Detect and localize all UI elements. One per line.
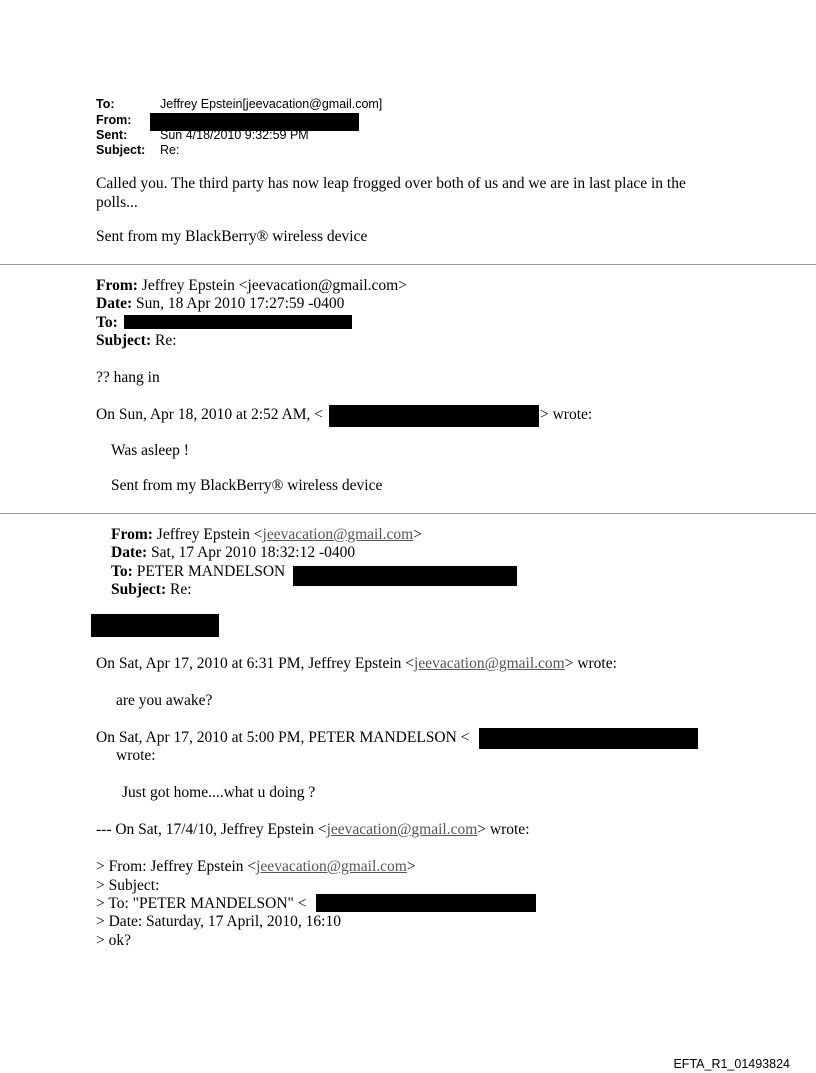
message3-to-value: PETER MANDELSON	[136, 563, 286, 580]
redaction-block	[91, 614, 219, 637]
message3-from	[111, 525, 422, 544]
message3-to-label: To:	[111, 563, 133, 580]
subject-value: Re:	[160, 143, 180, 157]
quote3-intro-post: > wrote:	[477, 821, 530, 838]
message2-date	[96, 294, 344, 313]
from-label: From:	[96, 113, 132, 127]
message3-date	[111, 543, 355, 562]
message2-from-label: From:	[96, 277, 138, 294]
redaction-block	[316, 894, 536, 912]
sent-label: Sent:	[96, 128, 128, 142]
message3-to	[111, 562, 285, 581]
quote3-intro-pre: --- On Sat, 17/4/10, Jeffrey Epstein <	[96, 821, 327, 838]
quote1-intro-post: > wrote:	[564, 655, 617, 672]
message1-line1: Called you. The third party has now leap frogged over both of us and we are in last place in the	[96, 175, 686, 192]
redaction-block	[329, 405, 539, 427]
email-link[interactable]: jeevacation@gmail.com	[326, 821, 478, 838]
to-label: To:	[96, 97, 115, 111]
document-id: EFTA_R1_01493824	[673, 1057, 790, 1071]
email-link[interactable]: jeevacation@gmail.com	[414, 655, 565, 672]
message3-from-label: From:	[111, 526, 153, 543]
quote2-wrote: wrote:	[116, 747, 156, 764]
message3-subject-value: Re:	[169, 581, 192, 598]
email-link[interactable]: jeevacation@gmail.com	[262, 526, 414, 543]
message2-quote-intro-post: > wrote:	[540, 406, 593, 423]
message2-subject	[96, 331, 177, 350]
forward-to: > To: "PETER MANDELSON" <	[96, 895, 307, 912]
forward-body: > ok?	[96, 932, 131, 949]
quote1-intro-pre: On Sat, Apr 17, 2010 at 6:31 PM, Jeffrey Epstein <	[96, 655, 414, 672]
message2-subject-label: Subject:	[96, 332, 152, 349]
message2-body: ?? hang in	[96, 369, 160, 386]
quote2-body: Just got home....what u doing ?	[122, 784, 316, 801]
message3-date-label: Date:	[111, 544, 148, 561]
quote1-intro	[96, 654, 617, 673]
message2-subject-value: Re:	[154, 332, 177, 349]
sent-value: Sun 4/18/2010 9:32:59 PM	[160, 128, 309, 142]
forward-from-pre: > From: Jeffrey Epstein <	[96, 858, 257, 875]
message3-date-value: Sat, 17 Apr 2010 18:32:12 -0400	[151, 544, 356, 561]
quote1-body: are you awake?	[116, 692, 213, 709]
separator-line	[0, 264, 816, 265]
redaction-block	[124, 315, 352, 329]
message2-quoted-signature: Sent from my BlackBerry® wireless device	[111, 477, 383, 494]
forward-date: > Date: Saturday, 17 April, 2010, 16:10	[96, 913, 341, 930]
redaction-block	[293, 566, 517, 586]
quote3-intro	[96, 820, 530, 839]
message2-quoted-body: Was asleep !	[111, 442, 189, 459]
message2-date-value: Sun, 18 Apr 2010 17:27:59 -0400	[136, 295, 345, 312]
message3-subject-label: Subject:	[111, 581, 167, 598]
message2-from	[96, 276, 407, 295]
forward-from	[96, 857, 416, 876]
message3-from-post: >	[413, 526, 422, 543]
separator-line	[0, 513, 816, 514]
message2-to-label: To:	[96, 314, 118, 331]
message1-signature: Sent from my BlackBerry® wireless device	[96, 228, 368, 245]
message2-from-value: Jeffrey Epstein <jeevacation@gmail.com>	[141, 277, 407, 294]
forward-from-post: >	[406, 858, 416, 875]
message2-quote-intro-pre: On Sun, Apr 18, 2010 at 2:52 AM, <	[96, 406, 324, 423]
message2-to	[96, 313, 118, 332]
message3-subject	[111, 580, 192, 599]
message3-from-pre: Jeffrey Epstein <	[156, 526, 263, 543]
to-value: Jeffrey Epstein[jeevacation@gmail.com]	[160, 97, 383, 111]
quote2-intro-pre: On Sat, Apr 17, 2010 at 5:00 PM, PETER MANDELSON <	[96, 729, 470, 746]
subject-label: Subject:	[96, 143, 146, 157]
email-link[interactable]: jeevacation@gmail.com	[256, 858, 407, 875]
message2-date-label: Date:	[96, 295, 133, 312]
redaction-block	[479, 728, 698, 749]
forward-subject: > Subject:	[96, 877, 160, 894]
message1-line2: polls...	[96, 194, 138, 211]
